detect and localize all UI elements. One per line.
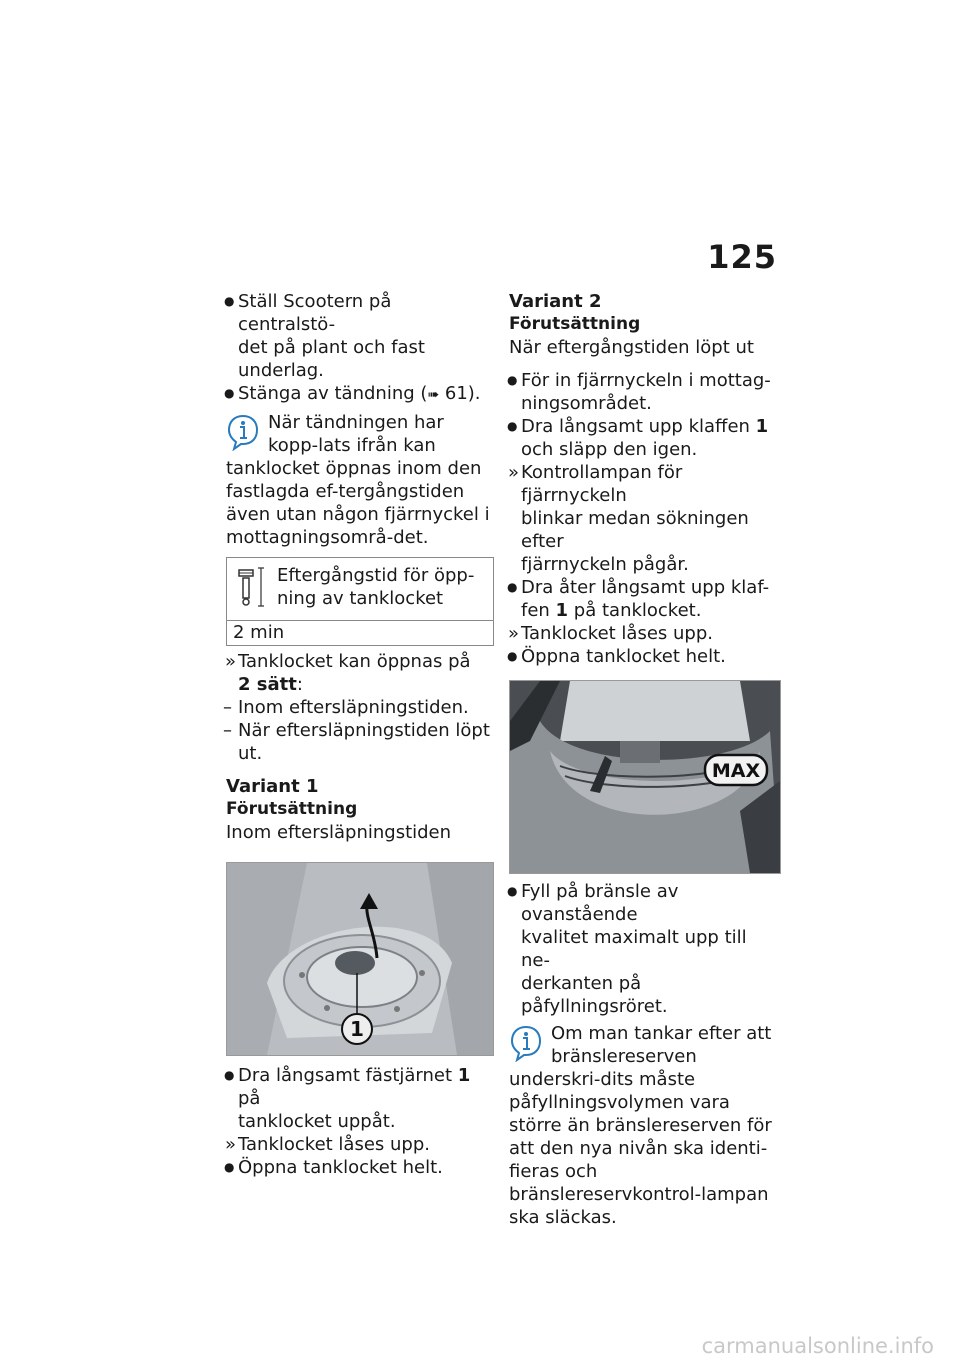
spec-label: Eftergångstid för öpp-ning av tanklocket xyxy=(277,565,475,609)
instruction-fill-fuel: ● Fyll på bränsle av ovanstående kvalitet maximalt upp till ne- derkanten på påfyllningsröret. xyxy=(509,880,781,1018)
page-number: 125 xyxy=(707,238,777,276)
instruction-open-cap-2: ● Öppna tanklocket helt. xyxy=(509,645,781,668)
spec-table xyxy=(226,557,494,646)
spec-value: 2 min xyxy=(227,620,493,645)
variant-1-heading: Variant 1 xyxy=(226,776,319,797)
page-reference-arrow-icon: ➠ xyxy=(427,387,440,403)
instruction-ignition-off: ● Stänga av tändning (➠ 61). xyxy=(226,382,494,407)
option-within-time: – Inom eftersläpningstiden. xyxy=(226,696,494,719)
info-icon xyxy=(509,1024,543,1062)
result-indicator-blinks: » Kontrollampan för fjärrnyckeln blinkar medan sökningen efter fjärrnyckeln pågår. xyxy=(509,461,781,576)
fuel-filler-photo xyxy=(509,680,781,874)
instruction-pull-flap: ● Dra långsamt upp klaffen 1 och släpp den igen. xyxy=(509,415,781,461)
variant-2-heading: Variant 2 xyxy=(509,291,602,312)
result-unlocked-2: » Tanklocket låses upp. xyxy=(509,622,781,645)
instruction-open-cap: ● Öppna tanklocket helt. xyxy=(226,1156,494,1179)
result-unlocked: » Tanklocket låses upp. xyxy=(226,1133,494,1156)
prerequisite-text-2: När eftergångstiden löpt ut xyxy=(509,337,754,358)
fuel-cap-illustration xyxy=(227,863,493,1055)
info-note-ignition xyxy=(226,411,494,549)
technical-data-icon xyxy=(235,564,267,610)
watermark-text: carmanualsonline.info xyxy=(701,1334,934,1358)
prerequisite-heading: Förutsättning xyxy=(226,799,358,819)
info-note-reserve xyxy=(509,1022,781,1229)
fuel-filler-illustration xyxy=(510,681,780,873)
instruction-place-scooter: ● Ställ Scootern på centralstö- det på plant och fast underlag. xyxy=(226,290,494,382)
callout-label: 1 xyxy=(350,1017,364,1041)
left-column xyxy=(226,290,494,1179)
prerequisite-heading-2: Förutsättning xyxy=(509,314,641,334)
fuel-cap-photo xyxy=(226,862,494,1056)
info-icon xyxy=(226,413,260,451)
option-after-time: – När eftersläpningstiden löpt ut. xyxy=(226,719,494,765)
instruction-pull-flap-again: ● Dra åter långsamt upp klaf- fen 1 på tanklocket. xyxy=(509,576,781,622)
result-two-ways: » Tanklocket kan öppnas på 2 sätt: xyxy=(226,650,494,696)
instruction-insert-key: ● För in fjärrnyckeln i mottag- ningsområdet. xyxy=(509,369,781,415)
right-column xyxy=(509,290,781,1229)
info-note-text: När tändningen har kopp-lats ifrån kan tanklocket öppnas inom den fastlagda ef-tergångstiden även utan någon fjärrnyckel i mottagningsområ-det. xyxy=(226,412,490,548)
instruction-pull-bracket: ● Dra långsamt fästjärnet 1 på tanklocket uppåt. xyxy=(226,1064,494,1133)
max-label: MAX xyxy=(711,760,761,782)
prerequisite-text: Inom eftersläpningstiden xyxy=(226,822,452,843)
info-note-text-2: Om man tankar efter att bränslereserven underskri-dits måste påfyllningsvolymen vara större än bränslereserven för att den nya nivån ska identi-fieras och bränslereservkontrol-lampan ska släckas. xyxy=(509,1023,772,1228)
spec-row-header xyxy=(227,558,493,620)
